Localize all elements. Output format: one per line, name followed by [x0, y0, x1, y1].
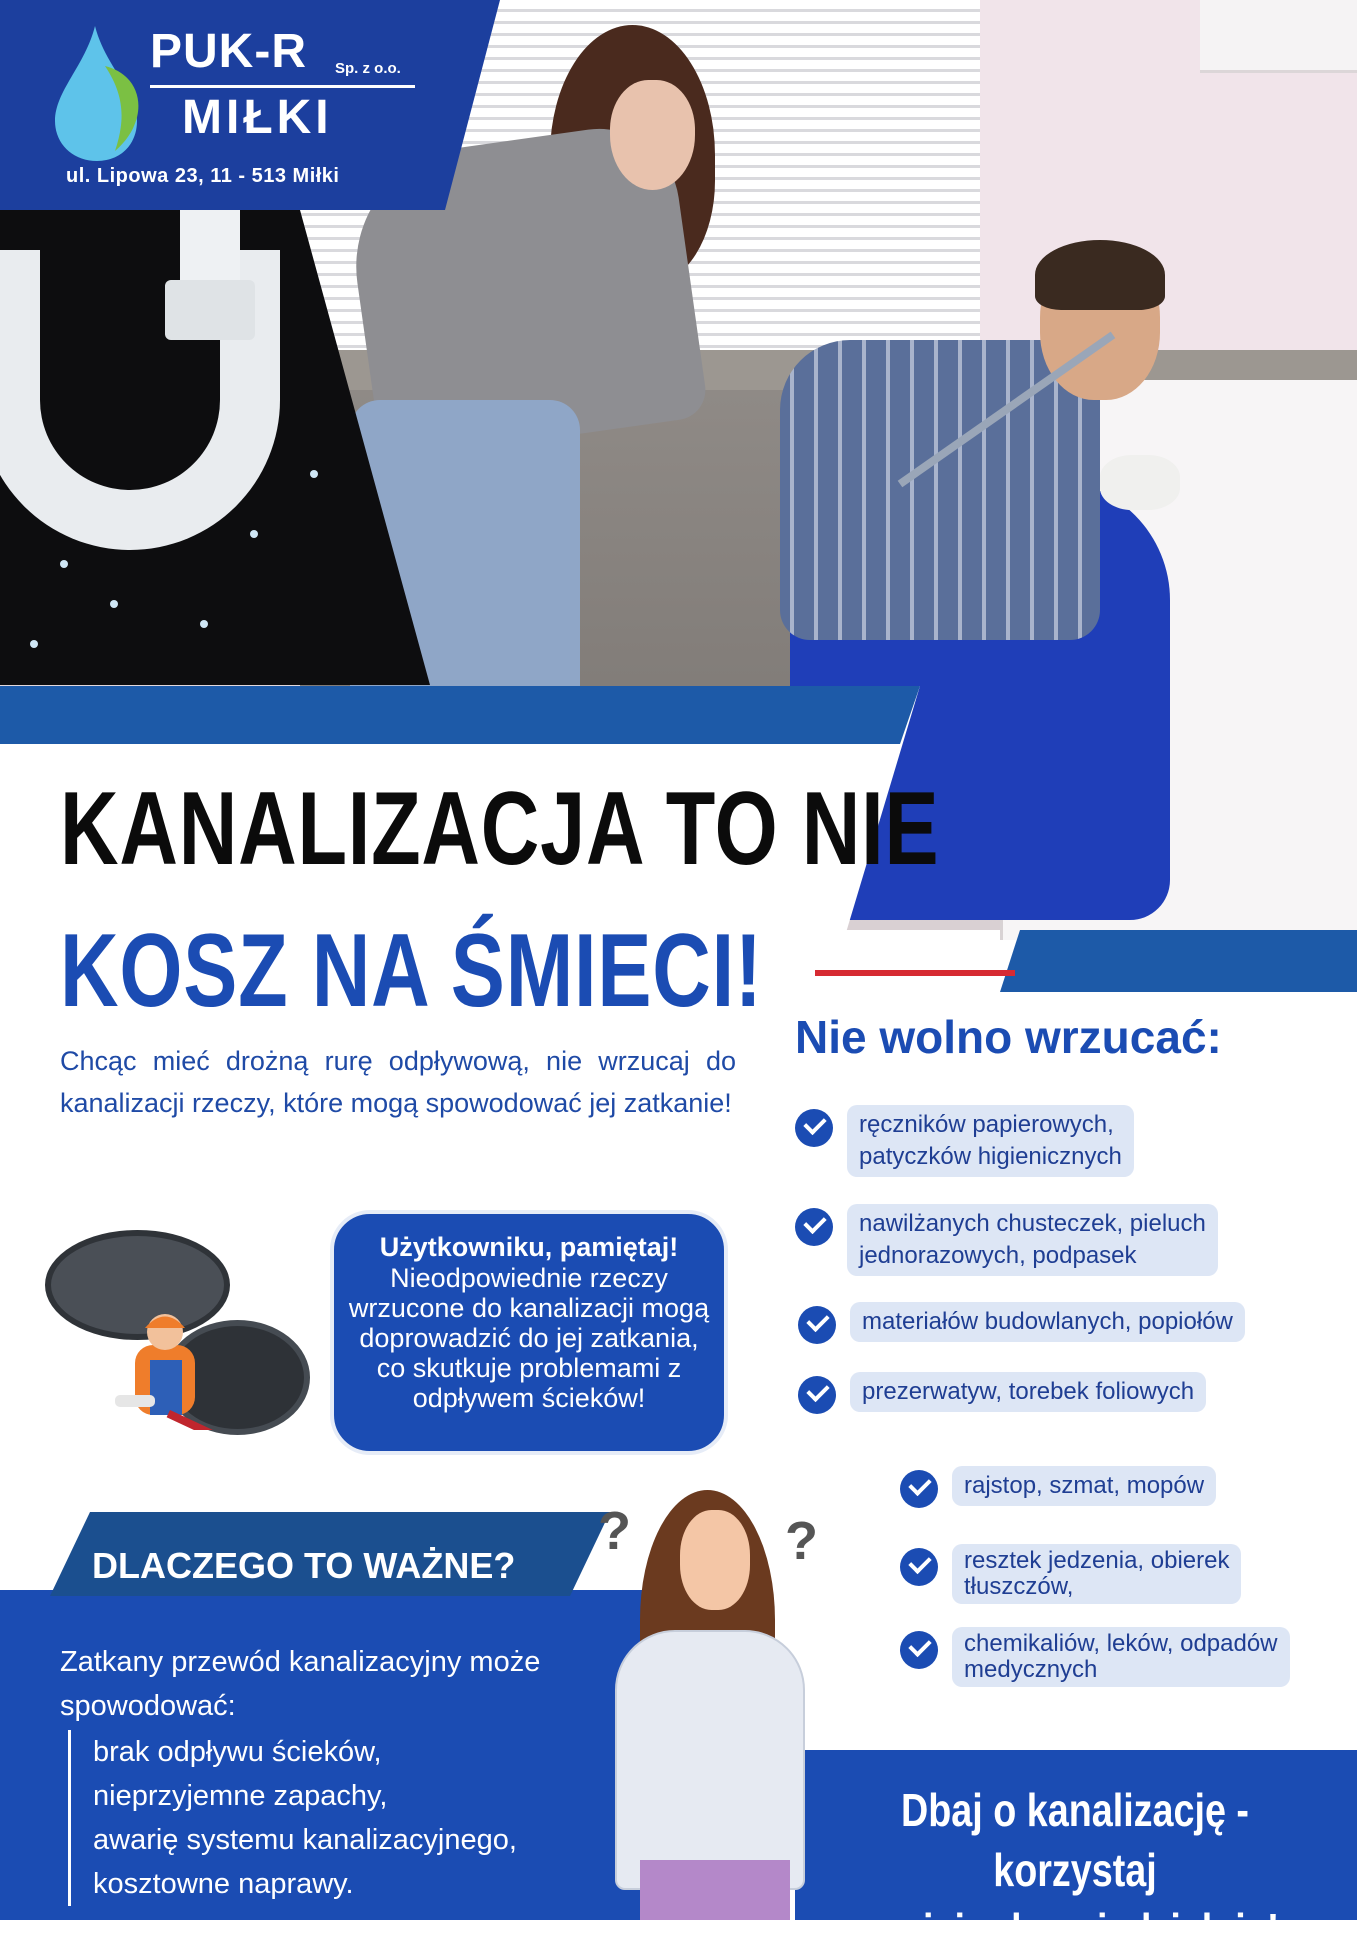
blue-band-top [0, 686, 920, 744]
thinking-woman-face [680, 1510, 750, 1610]
list-item-label: chemikaliów, leków, odpadów medycznych [952, 1627, 1290, 1687]
worker-illustration [115, 1300, 215, 1430]
list-item [900, 1627, 1290, 1687]
pipe-joint [165, 280, 255, 340]
water-drop-leaf-icon [55, 26, 150, 161]
reminder-title: Użytkowniku, pamiętaj! [379, 1232, 679, 1262]
water-drop [310, 470, 318, 478]
logo-divider [150, 85, 415, 88]
question-mark-icon: ? [785, 1511, 818, 1571]
plumber-hair [1035, 240, 1165, 310]
slogan [850, 1780, 1301, 1960]
check-icon [900, 1548, 938, 1586]
blue-band-right [1000, 930, 1357, 992]
thinking-woman-pants [640, 1860, 790, 1920]
red-accent-strip [815, 970, 1015, 976]
list-item [795, 1204, 1218, 1276]
list-item [900, 1544, 1241, 1604]
logo-company-suffix: Sp. z o.o. [335, 60, 401, 77]
list-item [798, 1302, 1245, 1344]
check-icon [795, 1109, 833, 1147]
slogan-line1: Dbaj o kanalizację - korzystaj [900, 1784, 1249, 1896]
water-drop [60, 560, 68, 568]
water-drop [200, 620, 208, 628]
why-description: Zatkany przewód kanalizacyjny może spowodować: [60, 1646, 541, 1722]
check-icon [900, 1470, 938, 1508]
consequence-item: awarię systemu kanalizacyjnego, [93, 1824, 517, 1856]
water-drop [250, 530, 258, 538]
list-item-label: rajstop, szmat, mopów [952, 1466, 1216, 1506]
list-item-label: resztek jedzenia, obierek tłuszczów, [952, 1544, 1241, 1604]
woman-face [610, 80, 695, 190]
water-drop [30, 640, 38, 648]
water-drop [110, 600, 118, 608]
check-icon [900, 1631, 938, 1669]
list-item [900, 1466, 1216, 1508]
question-mark-icon: ? [598, 1501, 631, 1561]
list-item-label: nawilżanych chusteczek, pieluch jednorazowych, podpasek [847, 1204, 1218, 1276]
intro-text: Chcąc mieć drożną rurę odpływową, nie wrzucaj do kanalizacji rzeczy, które mogą spowodować jej zatkanie! [60, 1046, 736, 1118]
why-title: DLACZEGO TO WAŻNE? [92, 1545, 516, 1586]
headline-line2: KOSZ NA ŚMIECI! [60, 913, 763, 1029]
plumber-shirt [780, 340, 1100, 640]
consequences-list [68, 1730, 517, 1906]
prohibited-list-title: Nie wolno wrzucać: [795, 1011, 1222, 1063]
reminder-text: Nieodpowiednie rzeczy wrzucone do kanalizacji mogą doprowadzić do jej zatkania, co skutkuje problemami z odpływem ścieków! [348, 1263, 710, 1413]
list-item-label: prezerwatyw, torebek foliowych [850, 1372, 1206, 1412]
logo-address: ul. Lipowa 23, 11 - 513 Miłki [66, 165, 340, 187]
thinking-woman-shirt [615, 1630, 805, 1890]
check-icon [798, 1376, 836, 1414]
list-item-label: materiałów budowlanych, popiołów [850, 1302, 1245, 1342]
list-item-label: ręczników papierowych, patyczków higienicznych [847, 1105, 1134, 1177]
check-icon [795, 1208, 833, 1246]
logo-company-name: PUK-R [150, 25, 307, 78]
slogan-line2: z niej odpowiedzialnie! [870, 1904, 1280, 1956]
check-icon [798, 1306, 836, 1344]
list-item [798, 1372, 1206, 1414]
list-item [795, 1105, 1134, 1177]
consequence-item: nieprzyjemne zapachy, [93, 1780, 388, 1812]
plumber-glove [1100, 455, 1180, 510]
consequence-item: kosztowne naprawy. [93, 1868, 354, 1900]
reminder-bubble [330, 1210, 728, 1455]
consequence-item: brak odpływu ścieków, [93, 1736, 382, 1768]
logo-city: MIŁKI [182, 91, 333, 144]
hero-photo-cabinet [1200, 0, 1357, 73]
headline-line1: KANALIZACJA TO NIE [60, 771, 940, 887]
